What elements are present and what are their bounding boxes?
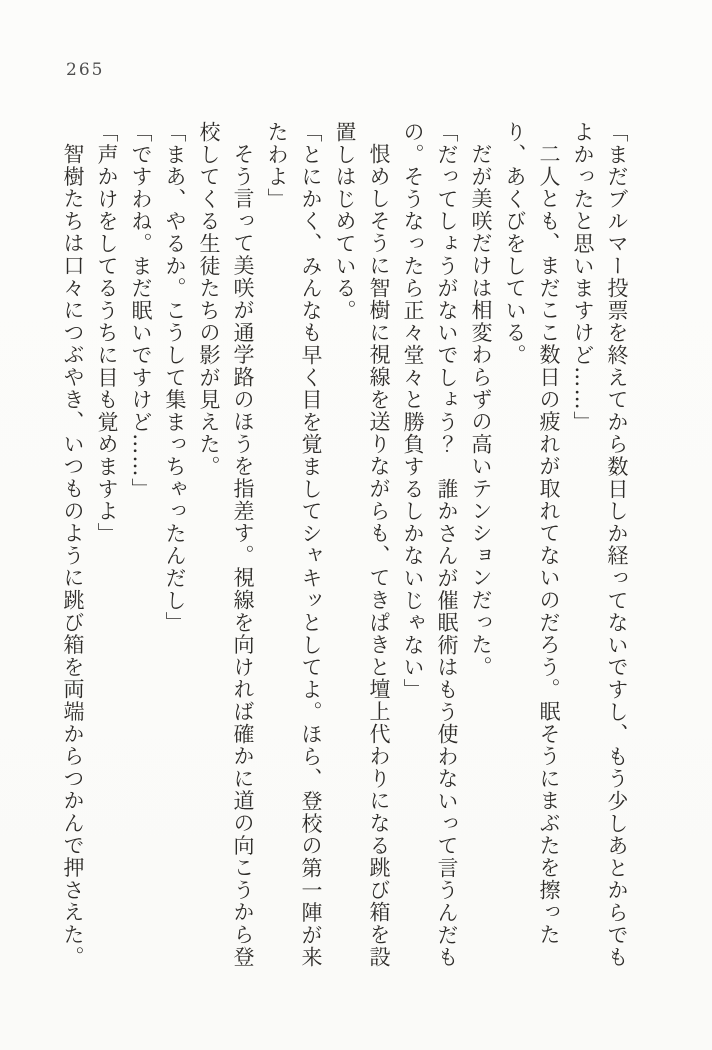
dialogue-paragraph: 「まだブルマー投票を終えてから数日しか経ってないですし、もう少しあとからでもよかったと思いますけど……」 [571, 121, 629, 969]
narration-paragraph: そう言って美咲が通学路のほうを指差す。視線を向ければ確かに道の向こうから登校してくる生徒たちの影が見えた。 [197, 121, 255, 969]
dialogue-paragraph: 「まあ、やるか。こうして集まっちゃったんだし」 [163, 121, 187, 634]
page-text [50, 121, 634, 979]
narration-paragraph: だが美咲だけは相変わらずの高いテンションだった。 [469, 143, 493, 679]
dialogue-paragraph: 「だってしょうがないでしょう？ 誰かさんが催眠術はもう使わないって言うんだもの。そうなったら正々堂々と勝負するしかないじゃない」 [401, 121, 459, 969]
narration-paragraph: 二人とも、まだここ数日の疲れが取れてないのだろう。眠そうにまぶたを擦ったり、あくびをしている。 [503, 121, 561, 947]
dialogue-paragraph: 「声かけをしてるうちに目も覚めますよ」 [95, 121, 119, 545]
dialogue-paragraph: 「ですわね。まだ眠いですけど……」 [129, 121, 153, 501]
narration-paragraph: 恨めしそうに智樹に視線を送りながらも、てきぱきと壇上代わりになる跳び箱を設置しはじめている。 [333, 121, 391, 969]
page-number: 265 [66, 60, 105, 80]
narration-paragraph: 智樹たちは口々につぶやき、いつものように跳び箱を両端からつかんで押さえた。 [61, 143, 85, 969]
dialogue-paragraph: 「とにかく、みんなも早く目を覚ましてシャキッとしてよ。ほら、登校の第一陣が来たわよ」 [265, 121, 323, 969]
